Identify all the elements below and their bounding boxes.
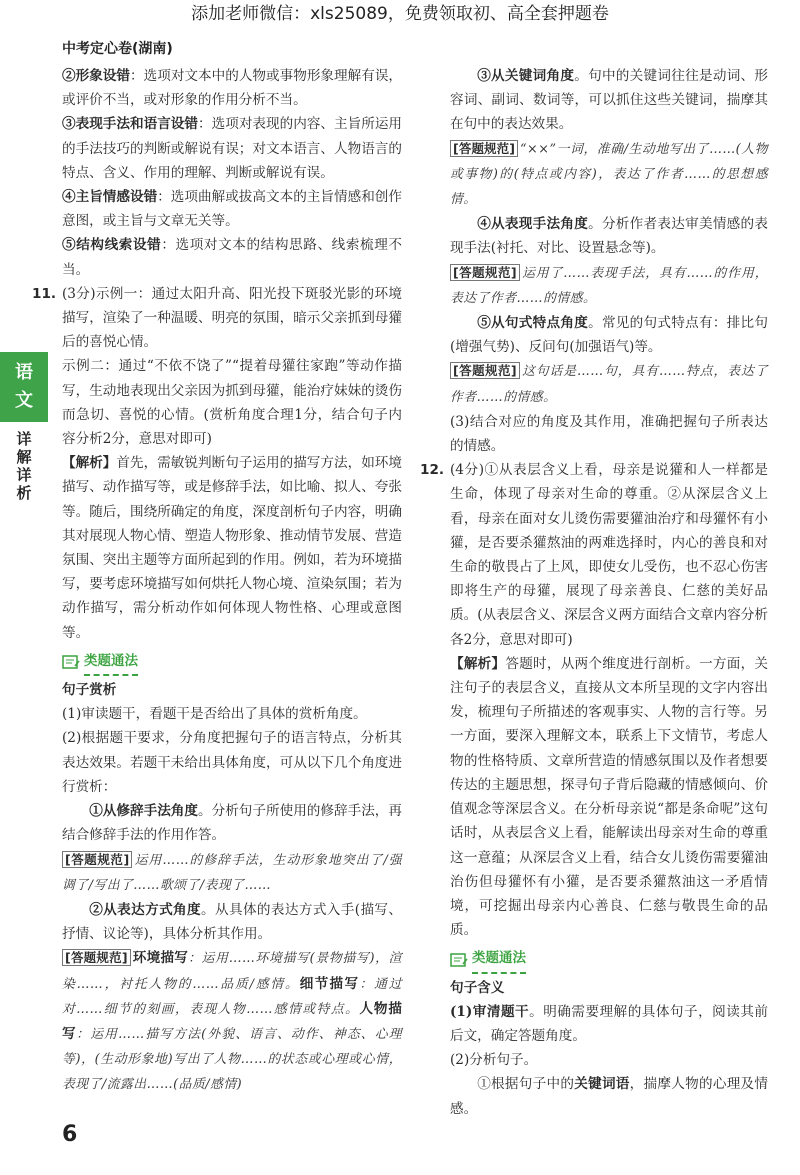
answer-template [450, 137, 768, 213]
section-label: 类题通法 [472, 946, 526, 973]
paragraph [62, 185, 402, 233]
answer: (4分)①从表层含义上看，母亲是说獾和人一样都是生命，体现了母亲对生命的尊重。②从深层含义上看，母亲在面对女儿烫伤需要獾油治疗和母獾怀有小獾，是否要杀獾熬油的两难选择时，内心的善良和对生命的敬畏占了上风，即使女儿受伤，也不忍心伤害即将生产的母獾，展现了母亲善良、仁慈的美好品质。(从表层含义、深层含义两方面结合文章内容分析各2分，意思对即可) [450, 462, 768, 648]
answer-template [62, 946, 402, 1097]
term: ①从修辞手法角度 [89, 803, 198, 820]
term: ③从关键词角度 [477, 68, 575, 84]
notebook-icon [62, 655, 80, 669]
analysis-tag: 【解析】 [450, 655, 506, 672]
text: 。常见的句式特点有：排比句(增强气势)、反问句(加强语气)等。 [450, 315, 769, 356]
subhead: 句子含义 [450, 979, 505, 996]
step [450, 1000, 768, 1048]
analysis-text: 答题时，从两个维度进行剖析。一方面，关注句子的表层含义，直接从文本所呈现的文字内容出发，梳理句子所描述的客观事实、人物的言行等。另一方面，要深入理解文本，联系上下文情节，考虑人物的性格特质、文章所营造的情感氛围以及作者想要传达的主题思想，探寻句子背后隐藏的情感倾向、价值观念等深层含义。在分析母亲说“都是条命呢”这句话时，从表层含义上看，能解读出母亲对生命的尊重这一意蕴；从深层含义上看，结合女儿烫伤需要獾油治伤但母獾怀有小獾，是否要杀獾熬油这一矛盾情境，可挖掘出母亲内心善良、仁慈与敬畏生命的品质。 [450, 655, 769, 939]
text: 。分析作者表达审美情感的表现手法(衬托、对比、设置悬念等)。 [450, 216, 769, 257]
text: ：选项对文本中的人物或事物形象理解有误，或评价不当，或对形象的作用分析不当。 [62, 68, 403, 109]
text: 。句中的关键词往往是动词、形容词、副词、数词等，可以抓住这些关键词，揣摩其在句中的表达效果。 [450, 68, 769, 133]
template-tag: [答题规范] [450, 362, 520, 379]
paragraph [62, 112, 402, 185]
template-text: ：运用……环境描写(景物描写)，渲染……，衬托人物的……品质/感情。 [62, 951, 402, 992]
analysis [450, 652, 768, 942]
step: (3)结合对应的角度及其作用，准确把握句子所表达的情感。 [450, 413, 768, 455]
text: 。从具体的表达方式入手(描写、抒情、议论等)，具体分析其作用。 [62, 901, 402, 943]
term: ⑤从句式特点角度 [477, 315, 589, 332]
term: ⑤结构线索设错 [62, 237, 162, 254]
notebook-icon [450, 953, 468, 967]
term: ②从表达方式角度 [89, 901, 202, 918]
template-text: 运用……的修辞手法，生动形象地突出了/强调了/写出了……歌颂了/表现了…… [62, 852, 403, 893]
answer-example-2: 示例二：通过“不依不饶了”“提着母獾往家跑”等动作描写，生动地表现出父亲因为抓到母獾，能治疗妹妹的烫伤而急切、喜悦的心情。(赏析角度合理1分，结合句子内容分析2分，意思对即可) [62, 358, 402, 448]
template-text: 这句话是……句，具有……特点，表达了作者……的情感。 [450, 364, 768, 405]
term: 关键词语 [574, 1076, 630, 1093]
paragraph [62, 64, 402, 112]
right-column [420, 64, 769, 1121]
subhead: 句子赏析 [62, 682, 117, 699]
answer-template [450, 261, 768, 311]
analysis-tag: 【解析】 [62, 455, 117, 472]
term: ③表现手法和语言设错 [62, 116, 199, 133]
angle-item [450, 212, 768, 260]
subject-tab [0, 352, 48, 422]
subject-tab-char-1: 语 [15, 362, 33, 383]
answer-example-1: (3分)示例一：通过太阳升高、阳光投下斑驳光影的环境描写，渲染了一种温暖、明亮的氛围，暗示父亲抓到母獾后的喜悦心情。 [62, 285, 402, 351]
template-tag: [答题规范] [62, 949, 131, 966]
analysis [62, 451, 402, 645]
step: (1)审读题干，看题干是否给出了具体的赏析角度。 [62, 706, 367, 723]
text: ：选项曲解或拔高文本的主旨情感和创作意图，或主旨与文章无关等。 [62, 189, 402, 230]
angle-item [450, 64, 768, 137]
term: 人物描写 [62, 1000, 403, 1042]
question-number: 11. [32, 285, 57, 302]
question-number: 12. [420, 462, 445, 479]
term: ④主旨情感设错 [62, 189, 158, 206]
paragraph [62, 233, 402, 281]
template-text: “××”一词，准确/生动地写出了……(人物或事物)的(特点或内容)，表达了作者……的思想感情。 [450, 141, 768, 208]
template-tag: [答题规范] [62, 851, 132, 868]
section-header [62, 649, 402, 676]
template-text: ：通过对……细节的刻画，表现人物……感情或特点。 [62, 976, 403, 1017]
angle-item [450, 1072, 768, 1120]
left-column [32, 64, 403, 1098]
angle-item [62, 898, 402, 946]
text: ：选项对表现的内容、主旨所运用的手法技巧的判断或解说有误；对文本语言、人物语言的特点、含义、作用的理解、判断或解说有误。 [62, 116, 403, 181]
term: ④从表现手法角度 [477, 216, 589, 233]
text: ：选项对文本的结构思路、线索梳理不当。 [62, 237, 403, 278]
step: (2)分析句子。 [450, 1052, 538, 1069]
subject-tab-subtitle: 详解详析 [16, 430, 32, 502]
page-number: 6 [62, 1122, 78, 1147]
question-12 [420, 458, 769, 942]
question-11 [32, 282, 403, 645]
template-text: 运用了……表现手法，具有……的作用，表达了作者……的情感。 [450, 265, 768, 306]
step: (2)根据题干要求，分角度把握句子的语言特点，分析其表达效果。若题干未给出具体角度，可从以下几个角度进行赏析： [62, 730, 402, 795]
running-head: 中考定心卷(湖南) [62, 41, 173, 57]
angle-item [62, 799, 402, 847]
answer-template [450, 359, 768, 409]
text: 。明确需要理解的具体句子，阅读其前后文，确定答题角度。 [450, 1003, 769, 1044]
template-text: ：运用……描写方法(外貌、语言、动作、神态、心理等)，(生动形象地)写出了人物……的状态或心理或心情，表现了/流露出……(品质/感情) [62, 1026, 402, 1093]
promo-banner: 添加老师微信：xls25089，免费领取初、高全套押题卷 [191, 4, 609, 24]
section-header [450, 946, 768, 973]
text: 。分析句子所使用的修辞手法，再结合修辞手法的作用作答。 [62, 803, 403, 844]
answer-template [62, 848, 402, 898]
template-tag: [答题规范] [450, 264, 520, 281]
term: 环境描写 [132, 950, 189, 967]
subject-tab-char-2: 文 [15, 390, 33, 411]
term: 细节描写 [299, 975, 360, 992]
text: ，揣摩人物的心理及情感。 [450, 1076, 769, 1117]
term: ②形象设错 [62, 68, 131, 84]
term: (1)审清题干 [450, 1003, 530, 1020]
section-label: 类题通法 [84, 649, 138, 676]
analysis-text: 首先，需敏锐判断句子运用的描写方法，如环境描写、动作描写等，或是修辞手法，如比喻、拟人、夸张等。随后，围绕所确定的角度，深度剖析句子内容，明确其对展现人物心情、塑造人物形象、推动情节发展、营造氛围、突出主题等方面所起到的作用。例如，若为环境描写，要考虑环境描写如何烘托人物心境、渲染氛围；若为动作描写，需分析动作如何体现人物性格、心理或意图等。 [62, 455, 403, 641]
angle-item [450, 311, 768, 359]
template-tag: [答题规范] [450, 140, 518, 157]
text: ①根据句子中的 [477, 1076, 575, 1093]
